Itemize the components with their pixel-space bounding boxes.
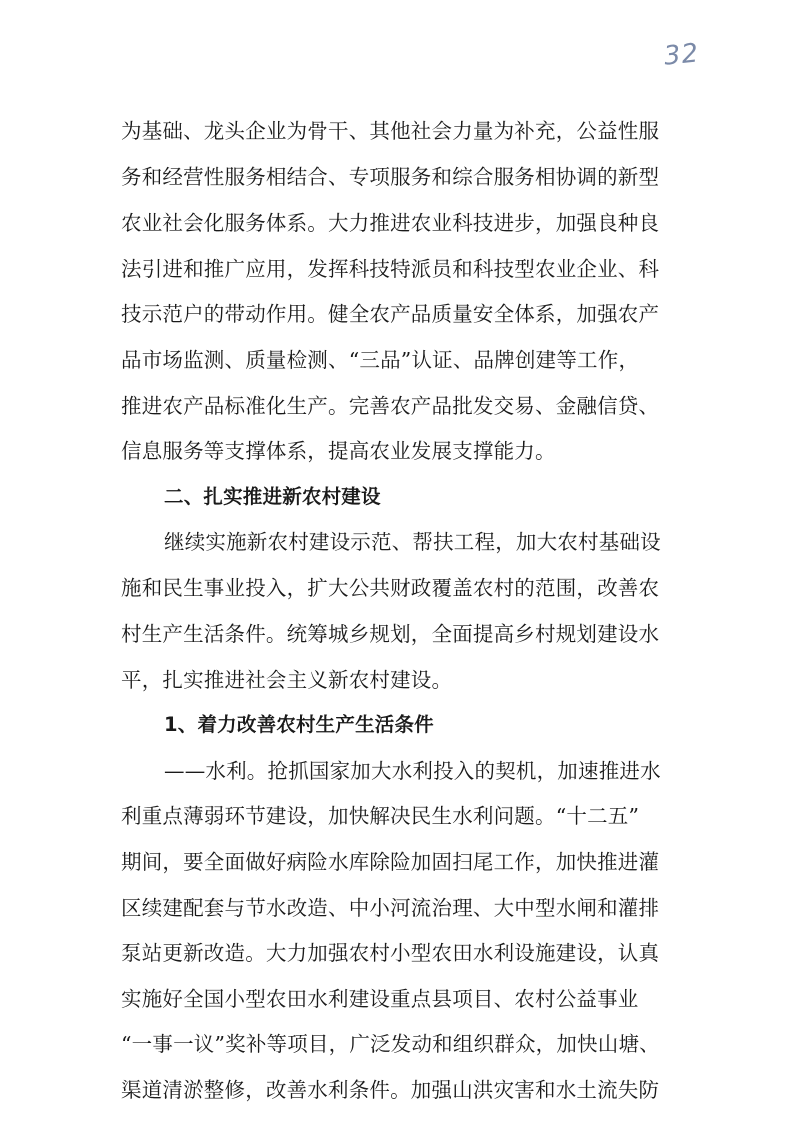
section-heading: 二、扎实推进新农村建设 [164, 485, 381, 508]
paragraph-line: 推进农产品标准化生产。完善农产品批发交易、金融信贷、 [121, 394, 660, 418]
paragraph-line: 实施好全国小型农田水利建设重点县项目、农村公益事业 [121, 987, 639, 1011]
paragraph-line: 渠道清淤整修，改善水利条件。加强山洪灾害和水土流失防 [121, 1078, 660, 1102]
paragraph-line: 期间，要全面做好病险水库除险加固扫尾工作，加快推进灌 [121, 850, 660, 874]
paragraph-line: 技示范户的带动作用。健全农产品质量安全体系，加强农产 [121, 302, 660, 326]
paragraph-line: “一事一议”奖补等项目，广泛发动和组织群众，加快山塘、 [121, 1032, 660, 1056]
paragraph-line: 施和民生事业投入，扩大公共财政覆盖农村的范围，改善农 [121, 576, 660, 600]
paragraph-line: ——水利。抢抓国家加大水利投入的契机，加速推进水 [164, 759, 661, 783]
paragraph-line: 农业社会化服务体系。大力推进农业科技进步，加强良种良 [121, 211, 660, 235]
paragraph-line: 务和经营性服务相结合、专项服务和综合服务相协调的新型 [121, 165, 660, 189]
paragraph-line: 信息服务等支撑体系，提高农业发展支撑能力。 [121, 439, 556, 463]
paragraph-line: 法引进和推广应用，发挥科技特派员和科技型农业企业、科 [121, 257, 660, 281]
paragraph-line: 平，扎实推进社会主义新农村建设。 [121, 668, 453, 692]
paragraph-line: 村生产生活条件。统筹城乡规划，全面提高乡村规划建设水 [121, 622, 660, 646]
paragraph-line: 区续建配套与节水改造、中小河流治理、大中型水闸和灌排 [121, 896, 660, 920]
paragraph-line: 泵站更新改造。大力加强农村小型农田水利设施建设，认真 [121, 941, 660, 965]
page-number: 32 [662, 38, 701, 72]
paragraph-line: 为基础、龙头企业为骨干、其他社会力量为补充，公益性服 [121, 119, 660, 143]
paragraph-line: 品市场监测、质量检测、“三品”认证、品牌创建等工作， [121, 348, 640, 372]
subsection-heading: 1、着力改善农村生产生活条件 [164, 713, 434, 736]
paragraph-line: 继续实施新农村建设示范、帮扶工程，加大农村基础设 [164, 530, 661, 554]
paragraph-line: 利重点薄弱环节建设，加快解决民生水利问题。“十二五” [121, 804, 640, 828]
